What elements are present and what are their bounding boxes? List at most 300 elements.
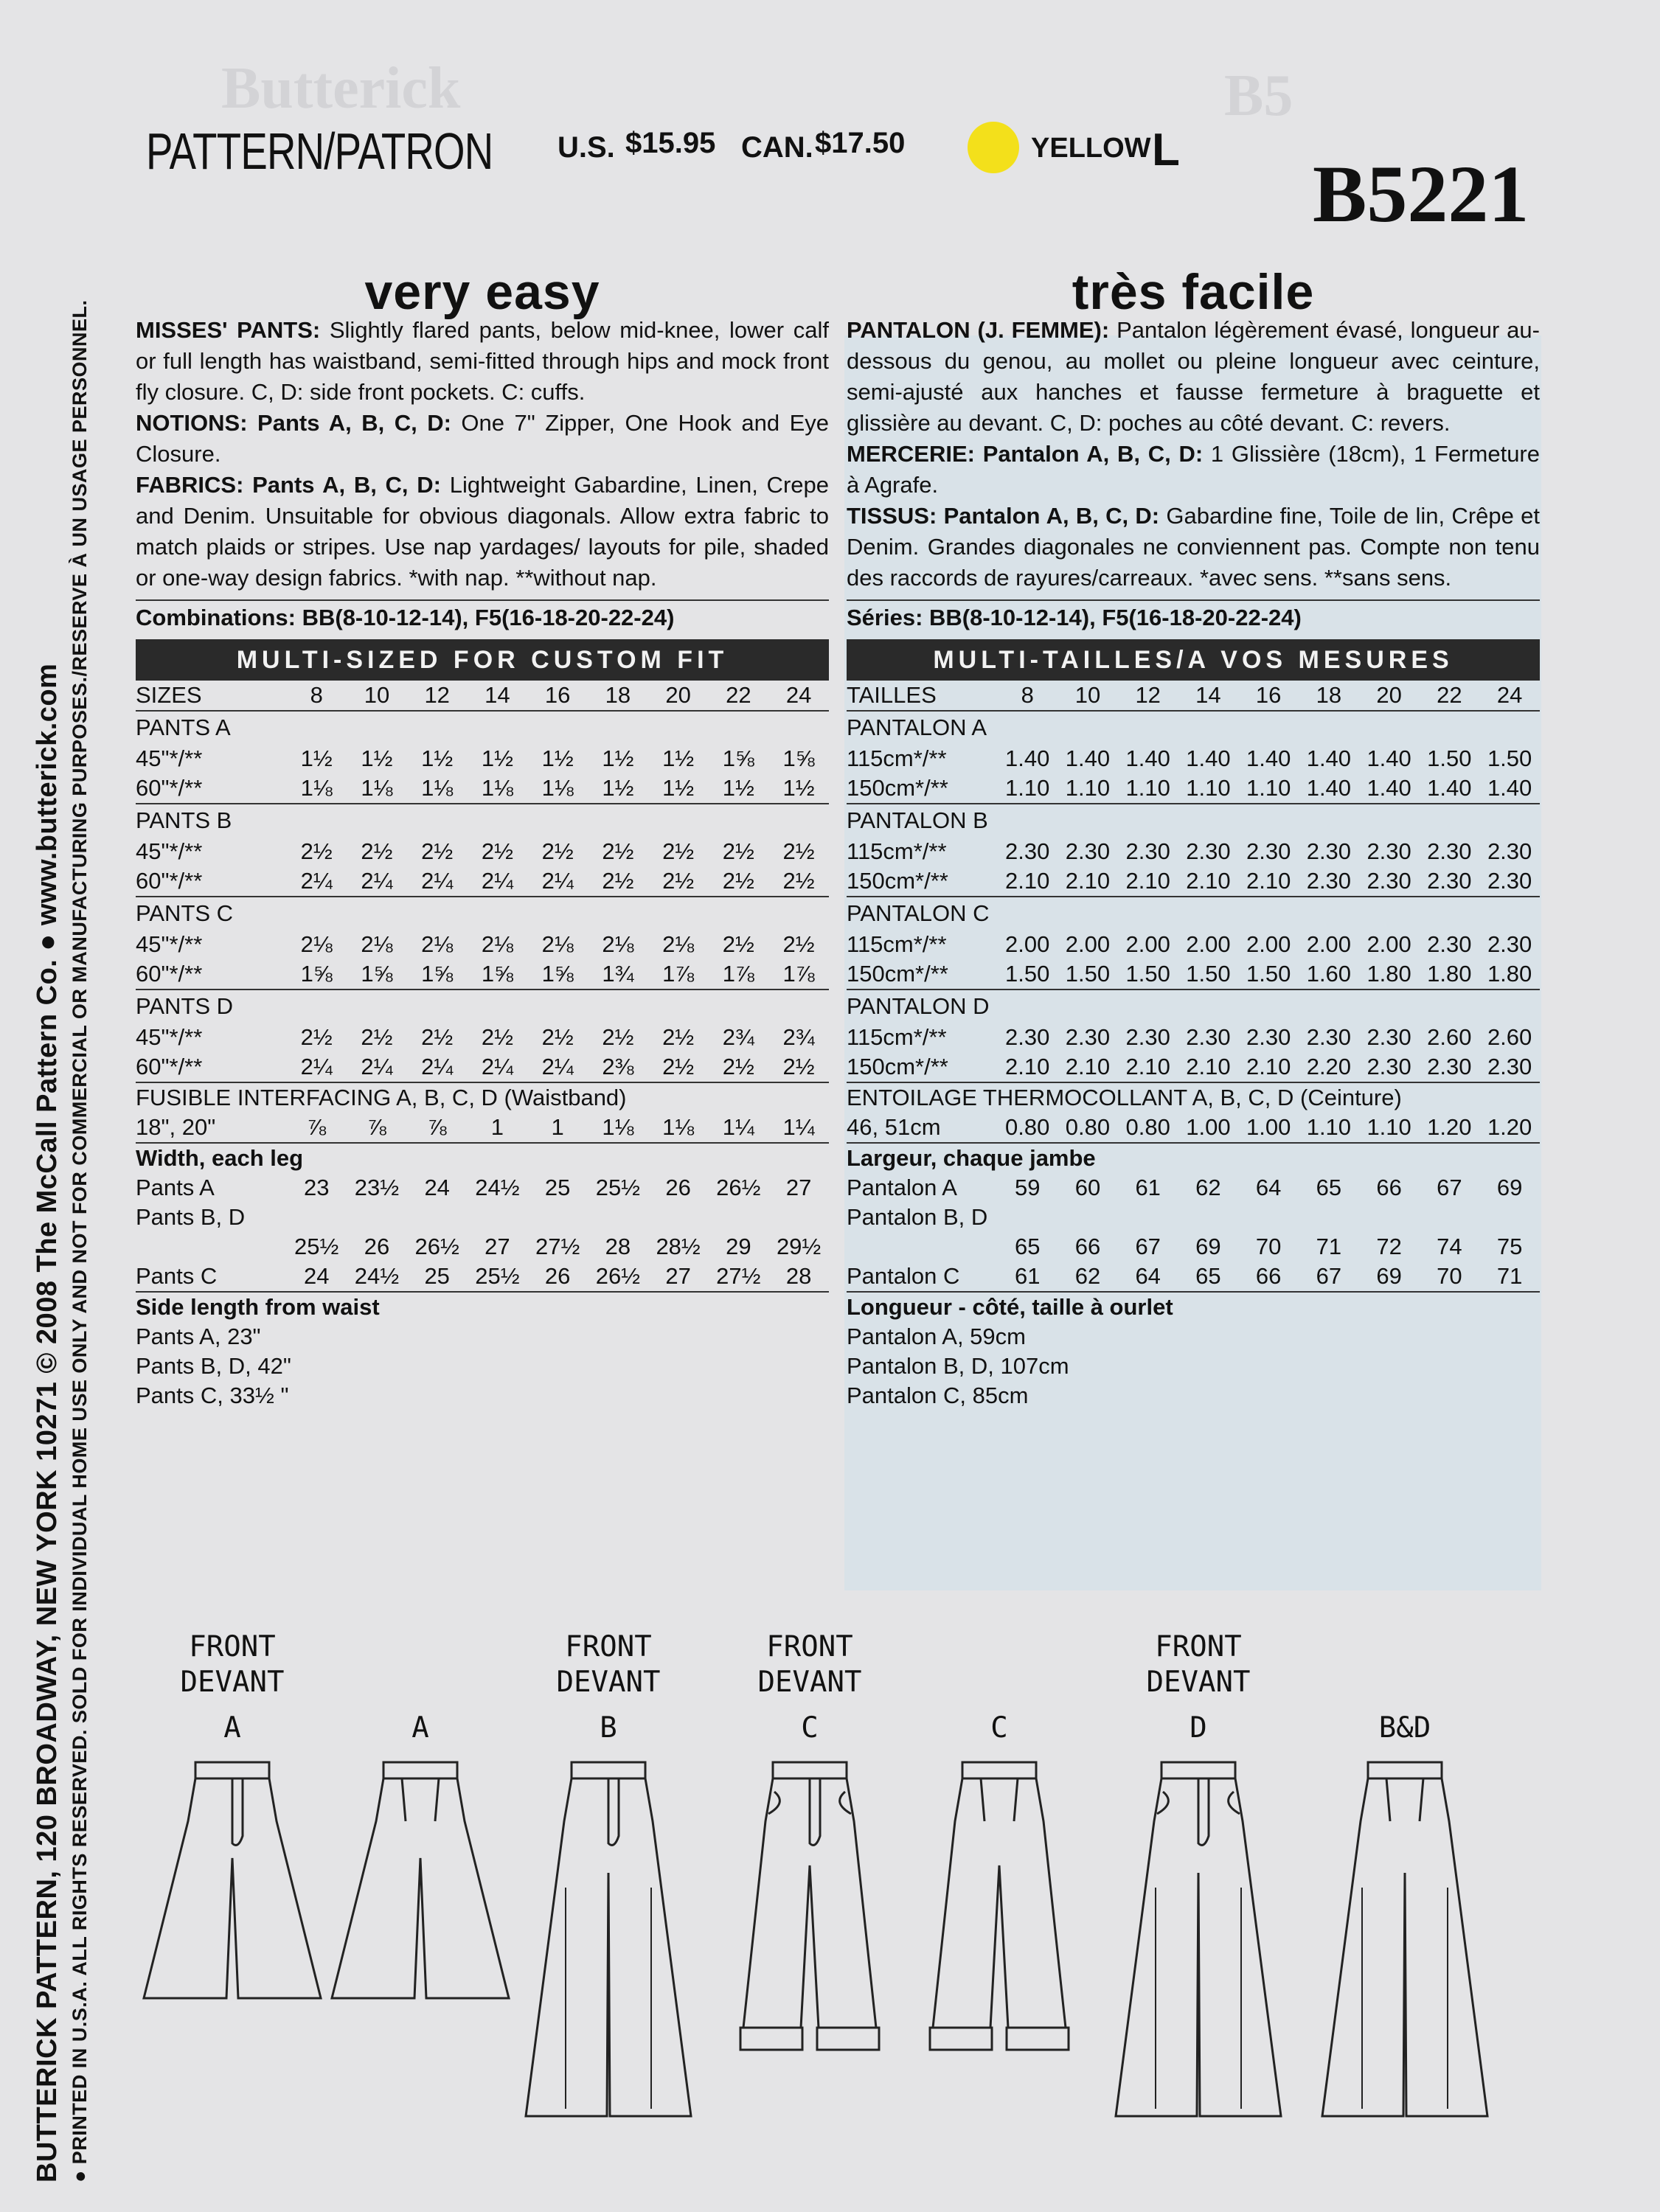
length-title: Side length from waist (136, 1294, 380, 1320)
view-devant-label (903, 1665, 1095, 1700)
yardage-cell: 2½ (361, 838, 393, 864)
pants-view-7 (1309, 1630, 1501, 2127)
view-front-label (324, 1630, 516, 1665)
interfacing-cell: 1.10 (1366, 1114, 1411, 1140)
length-value: Pants A, 23" (136, 1324, 261, 1349)
width-label: Pants B, D (136, 1204, 246, 1230)
view-label (903, 1630, 1095, 1746)
yardage-cell: 2.00 (1366, 931, 1411, 957)
fabric-group-name: PANTALON C (847, 900, 990, 926)
yardage-cell: 2½ (662, 1054, 695, 1079)
width-cell: 61 (1135, 1175, 1161, 1200)
view-letter: D (1190, 1711, 1207, 1745)
yardage-cell: 1.60 (1306, 961, 1352, 987)
length-title-row (847, 1292, 1540, 1322)
color-label: YELLOW (1031, 133, 1151, 164)
size-header: 22 (726, 682, 751, 708)
interfacing-cell: 0.80 (1065, 1114, 1111, 1140)
width-cell: 25½ (475, 1263, 520, 1289)
fabric-width-label: 60"*/** (136, 961, 203, 987)
yardage-cell: 2¼ (300, 868, 333, 894)
yardage-cell: 1¾ (602, 961, 634, 987)
yardage-row (136, 773, 829, 804)
width-cell: 66 (1376, 1175, 1402, 1200)
width-label: Pantalon B, D (847, 1204, 988, 1230)
yardage-cell: 2¼ (481, 1054, 513, 1079)
yardage-cell: 2.30 (1427, 868, 1472, 894)
pants-drawing-icon (1316, 1762, 1501, 2127)
yardage-cell: 2.30 (1065, 838, 1111, 864)
size-header: 14 (1195, 682, 1221, 708)
width-cell: 69 (1195, 1234, 1221, 1259)
yardage-cell: 1⅛ (421, 775, 454, 801)
yardage-cell: 1⅞ (662, 961, 695, 987)
notions-en: NOTIONS: Pants A, B, C, D: One 7" Zipper, One Hook and Eye Closure. (136, 410, 829, 467)
technical-drawings (133, 1630, 1534, 2160)
width-title-row (847, 1143, 1540, 1173)
yardage-cell: 2¾ (782, 1024, 815, 1050)
fabric-group-row (847, 711, 1540, 744)
price-can: $17.50 (815, 127, 906, 159)
yardage-cell: 2½ (782, 868, 815, 894)
view-front-label: FRONT (565, 1630, 652, 1663)
fabric-width-label: 150cm*/** (847, 961, 948, 987)
view-devant-label: DEVANT (556, 1666, 661, 1699)
yardage-cell: 2.10 (1186, 868, 1231, 894)
size-header: 16 (1255, 682, 1282, 708)
width-cell: 27 (665, 1263, 691, 1289)
size-header: 18 (1316, 682, 1342, 708)
width-cell: 62 (1074, 1263, 1101, 1289)
width-cell: 27 (485, 1234, 510, 1259)
view-letter: B&D (1378, 1711, 1431, 1745)
view-devant-label: DEVANT (1146, 1666, 1251, 1699)
yardage-cell: 2½ (300, 838, 333, 864)
yardage-cell: 2¼ (361, 868, 393, 894)
yardage-cell: 1.10 (1005, 775, 1050, 801)
fabric-group-row (136, 804, 829, 837)
sidebar-legal (29, 192, 103, 2183)
width-cell: 29½ (776, 1234, 822, 1259)
yardage-cell: 2½ (300, 1024, 333, 1050)
length-row (847, 1352, 1540, 1381)
yardage-cell: 1⅝ (481, 961, 513, 987)
width-cell: 27½ (535, 1234, 580, 1259)
yardage-table-fr (847, 681, 1540, 1411)
width-cell: 25½ (294, 1234, 339, 1259)
yardage-cell: 1½ (421, 745, 454, 771)
yardage-cell: 2¾ (722, 1024, 754, 1050)
yardage-cell: 1.80 (1487, 961, 1532, 987)
width-row (847, 1173, 1540, 1203)
sizes-row (847, 681, 1540, 711)
yardage-row (136, 744, 829, 773)
yardage-cell: 2.30 (1306, 868, 1352, 894)
yardage-cell: 1.40 (1306, 745, 1352, 771)
width-cell: 27½ (716, 1263, 761, 1289)
yardage-cell: 2.10 (1005, 868, 1050, 894)
size-header: 20 (665, 682, 691, 708)
width-label: Pants C (136, 1263, 218, 1289)
yardage-cell: 2½ (662, 868, 695, 894)
length-value: Pantalon A, 59cm (847, 1324, 1026, 1349)
category-letter: L (1152, 125, 1180, 175)
yardage-cell: 2½ (782, 1054, 815, 1079)
width-cell: 66 (1255, 1263, 1282, 1289)
width-row (136, 1262, 829, 1292)
interfacing-cell: ⅞ (307, 1114, 327, 1140)
width-cell: 59 (1014, 1175, 1041, 1200)
size-header: 24 (785, 682, 812, 708)
fabric-width-label: 60"*/** (136, 868, 203, 894)
yardage-cell: 1½ (541, 745, 574, 771)
watermark-brand: Butterick (221, 56, 461, 121)
banner-fr: MULTI-TAILLES/A VOS MESURES (847, 639, 1540, 681)
size-header: 12 (424, 682, 450, 708)
yardage-cell: 2.10 (1125, 868, 1170, 894)
yardage-row (847, 866, 1540, 897)
yardage-cell: 1.80 (1427, 961, 1472, 987)
width-label: Pantalon C (847, 1263, 960, 1289)
yardage-cell: 2⅛ (421, 931, 454, 957)
width-label: Pants A (136, 1175, 215, 1200)
yardage-cell: 1.50 (1005, 961, 1050, 987)
yardage-row (847, 959, 1540, 990)
yardage-cell: 1½ (361, 745, 393, 771)
yardage-cell: 1.40 (1366, 775, 1411, 801)
width-cell: 70 (1255, 1234, 1282, 1259)
interfacing-cell: 1.00 (1186, 1114, 1231, 1140)
width-cell: 66 (1074, 1234, 1101, 1259)
width-cell: 69 (1496, 1175, 1523, 1200)
size-header: 8 (310, 682, 323, 708)
width-cell: 24 (424, 1175, 450, 1200)
width-cell: 24½ (354, 1263, 400, 1289)
yardage-cell: 1.50 (1427, 745, 1472, 771)
yardage-cell: 2½ (481, 1024, 513, 1050)
yardage-cell: 1.40 (1065, 745, 1111, 771)
yardage-row (136, 930, 829, 959)
yardage-row (136, 837, 829, 866)
yardage-cell: 2⅛ (361, 931, 393, 957)
width-cell: 27 (785, 1175, 812, 1200)
interfacing-cell: 1.20 (1487, 1114, 1532, 1140)
fabric-group-row (847, 990, 1540, 1023)
fabric-width-label: 150cm*/** (847, 775, 948, 801)
yardage-cell: 2.30 (1125, 1024, 1170, 1050)
yardage-cell: 2.30 (1366, 838, 1411, 864)
yardage-cell: 2½ (541, 838, 574, 864)
yardage-cell: 2.00 (1306, 931, 1352, 957)
yardage-cell: 2½ (722, 868, 754, 894)
sizes-row (136, 681, 829, 711)
view-letter: A (223, 1711, 241, 1745)
yardage-cell: 2¼ (361, 1054, 393, 1079)
yardage-row (136, 1052, 829, 1082)
width-cell: 60 (1074, 1175, 1101, 1200)
price-us-label: U.S. (558, 131, 615, 164)
yardage-cell: 2.00 (1005, 931, 1050, 957)
width-cell: 70 (1437, 1263, 1462, 1289)
yardage-cell: 1½ (662, 775, 695, 801)
fabric-width-label: 45"*/** (136, 838, 203, 864)
fabric-group-name: PANTS C (136, 900, 234, 926)
length-value: Pantalon B, D, 107cm (847, 1353, 1069, 1379)
width-cell: 26½ (595, 1263, 641, 1289)
yardage-cell: 2½ (602, 868, 634, 894)
banner-en: MULTI-SIZED FOR CUSTOM FIT (136, 639, 829, 681)
width-cell: 26½ (716, 1175, 761, 1200)
width-cell: 24 (303, 1263, 330, 1289)
yardage-cell: 1.40 (1487, 775, 1532, 801)
yardage-cell: 2.30 (1306, 1024, 1352, 1050)
fabric-group-row (136, 990, 829, 1023)
length-row (136, 1352, 829, 1381)
size-header: 10 (364, 682, 390, 708)
yardage-cell: 1.40 (1366, 745, 1411, 771)
width-cell: 65 (1316, 1175, 1342, 1200)
yardage-cell: 1.40 (1186, 745, 1231, 771)
length-row (847, 1381, 1540, 1411)
width-cell: 75 (1496, 1234, 1523, 1259)
yardage-cell: 2¼ (421, 868, 454, 894)
heading-english: very easy (364, 264, 600, 320)
width-title: Largeur, chaque jambe (847, 1145, 1096, 1171)
fabric-group-name: PANTALON D (847, 993, 990, 1019)
fabric-width-label: 115cm*/** (847, 931, 947, 957)
yardage-cell: 1.10 (1186, 775, 1231, 801)
width-cell: 71 (1316, 1234, 1342, 1259)
price-can-label: CAN. (741, 131, 813, 164)
description-en: MISSES' PANTS: Slightly flared pants, below mid-knee, lower calf or full length has waistband, semi-fitted through hips and mock front fly closure. C, D: side front pockets. C: cuffs. (136, 317, 829, 405)
fabric-width-label: 115cm*/** (847, 1024, 947, 1050)
view-label (136, 1630, 328, 1746)
fabric-width-label: 45"*/** (136, 931, 203, 957)
yardage-cell: 2.10 (1246, 1054, 1291, 1079)
width-cell: 72 (1376, 1234, 1402, 1259)
yardage-cell: 2.10 (1065, 1054, 1111, 1079)
width-cell: 62 (1195, 1175, 1221, 1200)
yardage-cell: 2.30 (1005, 838, 1050, 864)
length-row (847, 1322, 1540, 1352)
price-us: $15.95 (625, 127, 716, 159)
yardage-cell: 1⅝ (300, 961, 333, 987)
combinations-en: Combinations: BB(8-10-12-14), F5(16-18-20-22-24) (136, 599, 829, 633)
yardage-cell: 1.40 (1005, 745, 1050, 771)
width-label (847, 1232, 997, 1262)
fabrics-fr: TISSUS: Pantalon A, B, C, D: Gabardine fine, Toile de lin, Crêpe et Denim. Grandes diagonales ne conviennent pas. Compte non tenu des raccords de rayures/carreaux. *avec sens. **sans sens. (847, 503, 1540, 591)
length-title-row (136, 1292, 829, 1322)
interfacing-cell: ⅞ (427, 1114, 447, 1140)
yardage-cell: 1⅛ (361, 775, 393, 801)
yardage-row (847, 930, 1540, 959)
sizes-label: SIZES (136, 682, 202, 708)
yardage-cell: 1.10 (1246, 775, 1291, 801)
yardage-cell: 2.30 (1487, 931, 1532, 957)
yardage-cell: 1.10 (1065, 775, 1111, 801)
description-fr: PANTALON (J. FEMME): Pantalon légèrement évasé, longueur au-dessous du genou, au mollet ou pleine longueur avec ceinture, semi-ajusté aux hanches et fausse fermeture à braguette et glissière au devant. C, D: poches au côté devant. C: revers. (847, 317, 1540, 436)
yardage-cell: 2⅛ (602, 931, 634, 957)
yardage-cell: 1.50 (1186, 961, 1231, 987)
yardage-cell: 2.30 (1427, 931, 1472, 957)
yardage-cell: 2.30 (1427, 838, 1472, 864)
size-header: 24 (1496, 682, 1523, 708)
notions-fr: MERCERIE: Pantalon A, B, C, D: 1 Glissière (18cm), 1 Fermeture à Agrafe. (847, 441, 1540, 498)
width-label (136, 1232, 286, 1262)
pants-drawing-icon (721, 1762, 906, 2061)
yardage-cell: 2.30 (1366, 1024, 1411, 1050)
width-cell: 65 (1195, 1263, 1221, 1289)
interfacing-title-row (136, 1082, 829, 1113)
yardage-cell: 2⅛ (481, 931, 513, 957)
interfacing-cell: 1.10 (1306, 1114, 1352, 1140)
length-value: Pantalon C, 85cm (847, 1382, 1029, 1408)
yardage-cell: 1⅞ (722, 961, 754, 987)
view-front-label (903, 1630, 1095, 1665)
fabric-group-name: PANTS B (136, 807, 232, 833)
yardage-cell: 2.30 (1487, 1054, 1532, 1079)
yardage-cell: 2½ (782, 931, 815, 957)
yardage-cell: 2.30 (1065, 1024, 1111, 1050)
yardage-cell: 2.30 (1186, 1024, 1231, 1050)
width-label: Pantalon A (847, 1175, 957, 1200)
fabric-width-label: 45"*/** (136, 1024, 203, 1050)
pants-view-2 (324, 1630, 516, 2009)
yardage-row (136, 1023, 829, 1052)
yardage-cell: 2.10 (1246, 868, 1291, 894)
interfacing-cell: 1 (551, 1114, 564, 1140)
yardage-cell: 1½ (300, 745, 333, 771)
fabric-group-row (847, 897, 1540, 930)
yardage-cell: 1.50 (1246, 961, 1291, 987)
yardage-cell: 2.10 (1186, 1054, 1231, 1079)
size-header: 18 (605, 682, 631, 708)
yardage-cell: 2.30 (1125, 838, 1170, 864)
yardage-row (847, 773, 1540, 804)
yardage-cell: 1⅞ (782, 961, 815, 987)
length-row (136, 1322, 829, 1352)
yardage-cell: 2.00 (1065, 931, 1111, 957)
pants-drawing-icon (520, 1762, 704, 2127)
yardage-cell: 2.30 (1366, 1054, 1411, 1079)
sizes-label: TAILLES (847, 682, 937, 708)
pants-drawing-icon (1110, 1762, 1294, 2127)
size-header: 10 (1074, 682, 1101, 708)
view-devant-label: DEVANT (757, 1666, 862, 1699)
yardage-cell: 2.10 (1125, 1054, 1170, 1079)
yardage-cell: 2.10 (1005, 1054, 1050, 1079)
pants-view-6 (1102, 1630, 1294, 2127)
fabric-group-name: PANTS A (136, 714, 231, 740)
width-row (136, 1203, 829, 1232)
interfacing-cell: 0.80 (1125, 1114, 1170, 1140)
width-cell: 64 (1135, 1263, 1161, 1289)
page-title: PATTERN/PATRON (146, 122, 493, 180)
yardage-cell: 2½ (421, 838, 454, 864)
fabric-group-row (136, 711, 829, 744)
interfacing-title: ENTOILAGE THERMOCOLLANT A, B, C, D (Ceinture) (847, 1085, 1402, 1110)
width-cell: 23½ (354, 1175, 400, 1200)
width-cell: 69 (1376, 1263, 1402, 1289)
yardage-cell: 2½ (662, 838, 695, 864)
width-cell: 25½ (595, 1175, 641, 1200)
interfacing-cell: 1.20 (1427, 1114, 1472, 1140)
length-value: Pants B, D, 42" (136, 1353, 291, 1379)
view-letter: B (600, 1711, 617, 1745)
width-cell: 25 (544, 1175, 571, 1200)
fabric-group-name: PANTALON A (847, 714, 987, 740)
yardage-cell: 1⅛ (541, 775, 574, 801)
pants-view-4 (714, 1630, 906, 2061)
width-row (847, 1232, 1540, 1262)
pants-drawing-icon (144, 1762, 328, 2009)
yardage-cell: 2.30 (1005, 1024, 1050, 1050)
pants-view-1 (136, 1630, 328, 2009)
width-row (136, 1232, 829, 1262)
yardage-cell: 1.50 (1487, 745, 1532, 771)
yardage-cell: 2.30 (1246, 838, 1291, 864)
fabric-width-label: 115cm*/** (847, 838, 947, 864)
length-row (136, 1381, 829, 1411)
view-devant-label (324, 1665, 516, 1700)
yardage-cell: 1⅝ (782, 745, 815, 771)
yardage-cell: 2.30 (1186, 838, 1231, 864)
width-cell: 24½ (475, 1175, 520, 1200)
size-header: 20 (1376, 682, 1402, 708)
yardage-cell: 2.60 (1427, 1024, 1472, 1050)
size-header: 8 (1021, 682, 1034, 708)
width-cell: 28 (605, 1234, 631, 1259)
width-cell: 64 (1255, 1175, 1282, 1200)
interfacing-label: 18", 20" (136, 1114, 216, 1140)
interfacing-title-row (847, 1082, 1540, 1113)
width-cell: 61 (1014, 1263, 1041, 1289)
yardage-cell: 2¼ (481, 868, 513, 894)
width-cell: 26 (665, 1175, 691, 1200)
combinations-fr: Séries: BB(8-10-12-14), F5(16-18-20-22-24) (847, 599, 1540, 633)
yardage-cell: 1.40 (1306, 775, 1352, 801)
yardage-cell: 1⅝ (541, 961, 574, 987)
yardage-cell: 2½ (722, 1054, 754, 1079)
yardage-cell: 2⅛ (300, 931, 333, 957)
yardage-cell: 2.10 (1065, 868, 1111, 894)
fabric-group-row (136, 897, 829, 930)
yardage-cell: 1⅝ (722, 745, 754, 771)
fabric-width-label: 45"*/** (136, 745, 203, 771)
size-table (847, 681, 1540, 1411)
pattern-number: B5221 (1313, 149, 1529, 239)
width-cell: 71 (1496, 1263, 1523, 1289)
yardage-cell: 1⅛ (300, 775, 333, 801)
yardage-cell: 2.00 (1186, 931, 1231, 957)
yardage-cell: 2¼ (300, 1054, 333, 1079)
interfacing-cell: 1.00 (1246, 1114, 1291, 1140)
view-front-label: FRONT (189, 1630, 276, 1663)
yardage-cell: 2½ (541, 1024, 574, 1050)
view-letter: C (990, 1711, 1008, 1745)
yardage-cell: 1.50 (1125, 961, 1170, 987)
fabric-group-name: PANTS D (136, 993, 234, 1019)
size-header: 14 (485, 682, 510, 708)
yardage-row (136, 959, 829, 990)
length-title: Longueur - côté, taille à ourlet (847, 1294, 1173, 1320)
size-header: 22 (1437, 682, 1462, 708)
copyright-line: ● PRINTED IN U.S.A. ALL RIGHTS RESERVED. SOLD FOR INDIVIDUAL HOME USE ONLY AND NOT FOR COMMERCIAL OR MANUFACTURING PURPOSES./RESERVE À UN USAGE PERSONNEL. (69, 299, 91, 2183)
yardage-cell: 2⅛ (541, 931, 574, 957)
interfacing-cell: 1¼ (722, 1114, 754, 1140)
size-table (136, 681, 829, 1411)
publisher-line: BUTTERICK PATTERN, 120 BROADWAY, NEW YORK 10271 © 2008 The McCall Pattern Co. ● www.butterick.com (32, 663, 63, 2183)
